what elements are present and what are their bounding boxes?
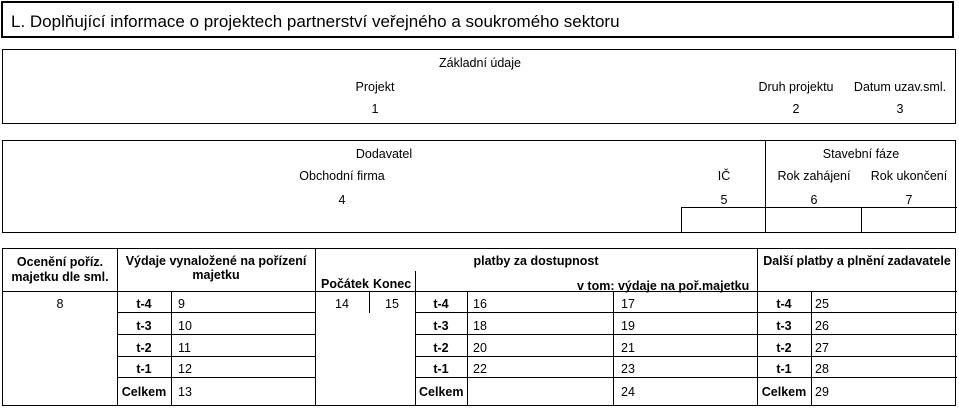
table-grid-line — [467, 291, 468, 406]
dalsi-row-number: 26 — [815, 319, 829, 333]
rok-ukonceni-label: Rok ukončení — [870, 169, 948, 183]
table-grid-line — [415, 356, 957, 357]
table-grid-line — [315, 249, 316, 406]
platby-row-number: 18 — [473, 319, 487, 333]
table-grid-line — [415, 377, 957, 378]
table-grid-line — [811, 291, 812, 406]
table-grid-line — [3, 291, 117, 292]
rok-zahajeni-number: 6 — [810, 193, 818, 207]
pocatek-label: Počátek — [321, 277, 369, 291]
table-grid-line — [117, 312, 315, 313]
vtom-row-number: 19 — [621, 319, 635, 333]
datum-uzavreni-number: 3 — [896, 102, 904, 116]
table-grid-line — [315, 291, 415, 292]
projekt-label: Projekt — [355, 80, 395, 94]
vtom-row-number: 24 — [621, 385, 635, 399]
vydaje-row-number: 12 — [178, 362, 192, 376]
section-title: L. Doplňující informace o projektech partnerství veřejného a soukromého sektoru — [11, 12, 620, 31]
basic-info-section — [2, 49, 956, 124]
dalsi-row-number: 27 — [815, 341, 829, 355]
vydaje-label-line2: majetku — [192, 268, 240, 282]
dodavatel-grid-line — [765, 141, 766, 233]
table-grid-line — [757, 291, 957, 292]
ic-number: 5 — [720, 193, 728, 207]
table-grid-line — [117, 377, 315, 378]
dalsi-row-label: Celkem — [761, 385, 807, 399]
dodavatel-grid-line — [681, 207, 682, 233]
vydaje-row-label: Celkem — [121, 385, 167, 399]
druh-projektu-number: 2 — [792, 102, 800, 116]
dalsi-row-label: t-4 — [776, 297, 792, 311]
table-grid-line — [415, 334, 957, 335]
konec-number: 15 — [385, 297, 399, 311]
vydaje-row-number: 9 — [178, 297, 185, 311]
basic-info-header: Základní údaje — [438, 56, 521, 70]
dalsi-row-label: t-3 — [776, 319, 792, 333]
oceneni-number: 8 — [56, 297, 64, 311]
vydaje-row-label: t-4 — [136, 297, 152, 311]
platby-row-label: t-1 — [433, 362, 449, 376]
table-grid-line — [117, 291, 315, 292]
platby-row-label: t-4 — [433, 297, 449, 311]
rok-ukonceni-number: 7 — [905, 193, 913, 207]
platby-row-label: t-3 — [433, 319, 449, 333]
table-grid-line — [117, 334, 315, 335]
druh-projektu-label: Druh projektu — [758, 80, 834, 94]
dodavatel-grid-line — [861, 207, 862, 233]
dalsi-row-number: 25 — [815, 297, 829, 311]
rok-zahajeni-label: Rok zahájení — [777, 169, 851, 183]
vydaje-row-label: t-2 — [136, 341, 152, 355]
datum-uzavreni-label: Datum uzav.sml. — [853, 80, 947, 94]
dalsi-row-number: 28 — [815, 362, 829, 376]
obchodni-firma-label: Obchodní firma — [299, 169, 385, 183]
dalsi-row-label: t-2 — [776, 341, 792, 355]
projekt-number: 1 — [371, 102, 379, 116]
platby-row-number: 22 — [473, 362, 487, 376]
vydaje-row-number: 10 — [178, 319, 192, 333]
pocatek-number: 14 — [335, 297, 349, 311]
platby-row-number: 20 — [473, 341, 487, 355]
dalsi-row-label: t-1 — [776, 362, 792, 376]
platby-row-label: Celkem — [419, 385, 464, 399]
vydaje-row-number: 13 — [178, 385, 192, 399]
platby-row-label: t-2 — [433, 341, 449, 355]
v-tom-label: v tom: výdaje na poř.majetku — [577, 279, 750, 293]
table-grid-line — [171, 291, 172, 406]
vydaje-row-number: 11 — [178, 341, 191, 355]
vtom-row-number: 21 — [621, 341, 635, 355]
oceneni-label-line2: majetku dle sml. — [11, 270, 109, 284]
konec-label: Konec — [373, 277, 412, 291]
dodavatel-grid-line — [681, 207, 957, 208]
dodavatel-header: Dodavatel — [355, 147, 413, 161]
oceneni-label-line1: Ocenění poříz. — [16, 255, 104, 269]
vtom-row-number: 17 — [621, 297, 635, 311]
stavebni-faze-header: Stavební fáze — [822, 147, 900, 161]
table-grid-line — [415, 312, 957, 313]
dalsi-platby-header: Další platby a plnění zadavatele — [763, 254, 951, 268]
ic-label: IČ — [717, 169, 731, 183]
platby-dostupnost-header: platby za dostupnost — [473, 254, 599, 268]
vydaje-row-label: t-3 — [136, 319, 152, 333]
vydaje-row-label: t-1 — [136, 362, 152, 376]
platby-row-number: 16 — [473, 297, 487, 311]
table-grid-line — [117, 356, 315, 357]
dodavatel-section — [2, 140, 956, 233]
section-title-box — [1, 1, 954, 38]
obchodni-firma-number: 4 — [338, 193, 346, 207]
table-grid-line — [415, 271, 416, 406]
dalsi-row-number: 29 — [815, 385, 829, 399]
financial-table-section — [2, 248, 956, 406]
vtom-row-number: 23 — [621, 362, 635, 376]
vydaje-label-line1: Výdaje vynaložené na pořízení — [125, 254, 307, 268]
